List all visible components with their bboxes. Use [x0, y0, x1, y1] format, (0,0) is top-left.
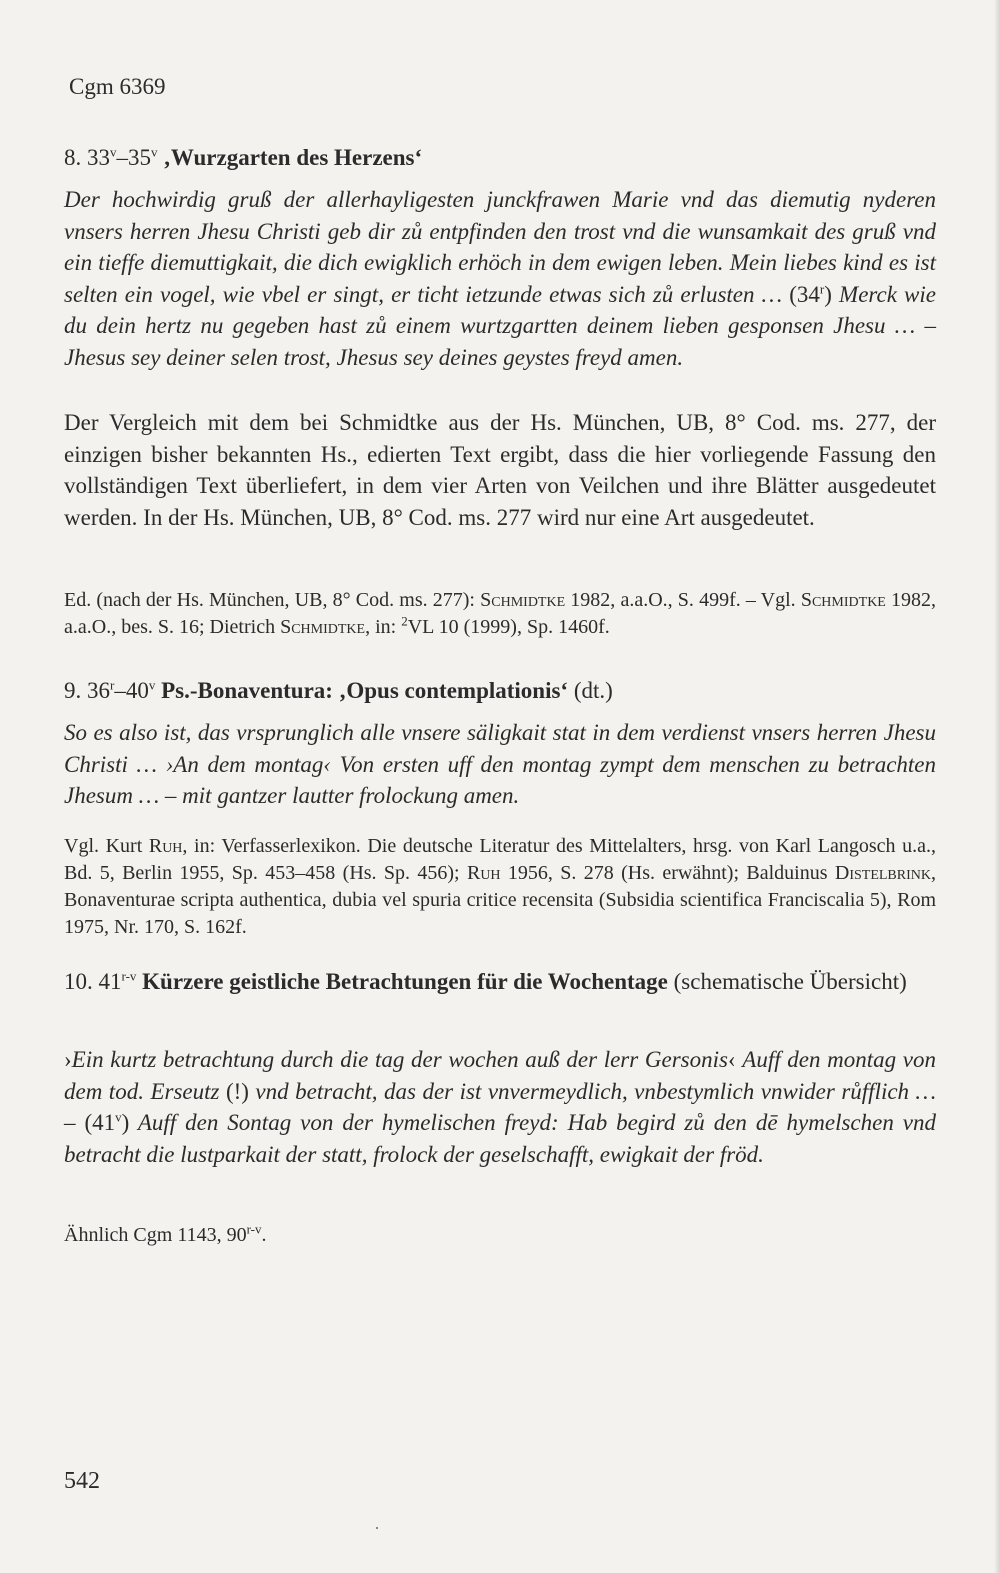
item-10-incipit: ›Ein kurtz betrachtung durch die tag der wochen auß der lerr Gersonis‹ Auff den montag von dem tod. Erseutz (!) vnd betracht, das der ist vnvermeydlich, vnbestymlich vnwider růfflich … – (41$^v$) Auff den Sontag von der hymelischen freyd: Hab begird zů den dē hymelschen vnd betracht die lustparkait der statt, frolock der geselschafft, ewigkait der fröd.	[64, 1047, 937, 1167]
item-9-literature: Vgl. Kurt Ruh, in: Verfasserlexikon. Die deutsche Literatur des Mittelalters, hrsg. von Karl Langosch u.a., Bd. 5, Berlin 1955, Sp. 453–458 (Hs. Sp. 456); Ruh 1956, S. 278 (Hs. erwähnt); Balduinus Distelbrink, Bonaventurae scripta authentica, dubia vel spuria critice recensita (Subsidia scientifica Franciscalia 5), Rom 1975, Nr. 170, S. 162f.	[64, 835, 936, 938]
item-number: 9. 36	[64, 678, 110, 703]
item-number: 10. 41	[64, 969, 122, 994]
running-header: Cgm 6369	[69, 74, 166, 99]
item-title: Ps.-Bonaventura: ‚Opus contemplationis‘	[155, 678, 569, 703]
item-title: Kürzere geistliche Betrachtungen für die Wochentage	[136, 969, 668, 994]
item-8-comment: Der Vergleich mit dem bei Schmidtke aus der Hs. München, UB, 8° Cod. ms. 277, der einzigen bisher bekannten Hs., edierten Text ergibt, dass die hier vorliegende Fassung den vollständigen Text überliefert, in dem vier Arten von Veilchen und ihre Blätter ausgedeutet werden. In der Hs. München, UB, 8° Cod. ms. 277 wird nur eine Art ausgedeutet.	[64, 410, 936, 530]
page-edge-shadow	[994, 0, 1000, 1573]
item-10-heading: 10. 41$^{r-v}$ Kürzere geistliche Betrachtungen für die Wochentage (schematische Übersicht)	[64, 968, 907, 994]
item-number: 8. 33	[64, 145, 110, 170]
item-8-literature: Ed. (nach der Hs. München, UB, 8° Cod. ms. 277): Schmidtke 1982, a.a.O., S. 499f. – Vgl. Schmidtke 1982, a.a.O., bes. S. 16; Dietrich Schmidtke, in: $^2$VL 10 (1999), Sp. 1460f.	[64, 589, 937, 638]
item-9-incipit: So es also ist, das vrsprunglich alle vnsere säligkait stat in dem verdienst vnsers herren Jhesu Christi … ›An dem montag‹ Von ersten uff den montag zympt dem menschen zu betrachten Jhesum … – mit gantzer lautter frolockung amen.	[64, 720, 936, 808]
speck	[376, 1527, 378, 1529]
item-8-heading: 8. 33$^v$–35$^v$ ‚Wurzgarten des Herzens‘	[64, 144, 423, 170]
page-number: 542	[64, 1468, 100, 1494]
item-9-heading: 9. 36$^r$–40$^v$ Ps.-Bonaventura: ‚Opus contemplationis‘ (dt.)	[64, 677, 613, 703]
item-10-literature: Ähnlich Cgm 1143, 90$^{r-v}$.	[64, 1221, 267, 1246]
item-8-incipit: Der hochwirdig gruß der allerhayligesten junckfrawen Marie vnd das diemutig nyderen vnsers herren Jhesu Christi geb dir zů entpfinden den trost vnd die wunsamkait des gruß vnd ein tieffe diemuttigkait, die dich ewigklich erhöch in dem ewigen leben. Mein liebes kind es ist selten ein vogel, wie vbel er singt, er ticht ietzunde etwas sich zů erlusten … (34$^r$) Merck wie du dein hertz nu gegeben hast zů einem wurtzgartten deinem lieben gesponsen Jhesu … – Jhesus sey deiner selen trost, Jhesus sey deines geystes freyd amen.	[64, 187, 936, 370]
item-title: ‚Wurzgarten des Herzens‘	[157, 145, 423, 170]
